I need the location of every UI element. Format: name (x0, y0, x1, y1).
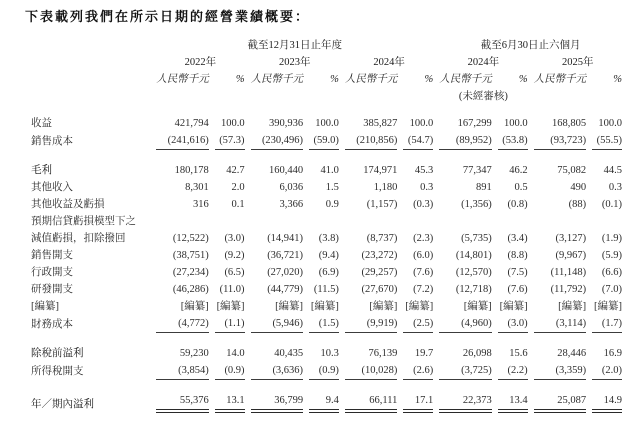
unit-header: 人民幣千元 (250, 74, 304, 85)
value-cell: (3,854) (156, 362, 209, 380)
value-cell: (9,919) (345, 315, 398, 333)
percent-cell: (2.6) (403, 362, 433, 380)
spacer-row (31, 150, 622, 162)
header-spacer-cell (534, 88, 622, 105)
value-cell (251, 213, 304, 230)
percent-cell: (6.0) (413, 250, 434, 261)
percent-cell: (53.8) (498, 132, 528, 150)
percent-cell: (11.5) (313, 284, 339, 295)
unit-header: 人民幣千元 (533, 74, 587, 85)
table-row (31, 179, 622, 196)
value-cell: 22,373 (439, 392, 492, 413)
row-label: 收益 (31, 118, 52, 129)
value-cell (439, 213, 492, 230)
row-label: 財務成本 (31, 319, 73, 330)
value-cell: (27,020) (267, 267, 304, 278)
value-cell: (12,570) (455, 267, 492, 278)
percent-cell: 16.9 (603, 348, 622, 359)
table-row (31, 392, 622, 413)
value-cell: 390,936 (268, 118, 304, 129)
percent-cell: 2.0 (231, 182, 245, 193)
percent-cell: 41.0 (320, 165, 339, 176)
percent-cell: (5.9) (601, 250, 622, 261)
operating-results-table (25, 37, 628, 413)
percent-cell (498, 213, 528, 230)
percent-cell: 15.6 (509, 348, 528, 359)
percent-cell: 1.5 (325, 182, 339, 193)
value-cell: (4,772) (156, 315, 209, 333)
unaudited-note: (未經審核) (458, 91, 508, 102)
table-row (31, 264, 622, 281)
value-cell: 160,440 (268, 165, 304, 176)
percent-cell: 100.0 (315, 118, 339, 129)
percent-cell: 44.5 (603, 165, 622, 176)
value-cell: (10,028) (345, 362, 398, 380)
row-label: 除稅前溢利 (31, 348, 84, 359)
percent-cell: 42.7 (226, 165, 245, 176)
percent-cell: (0.9) (215, 362, 245, 380)
percent-cell: (6.5) (224, 267, 245, 278)
percent-cell: (55.5) (592, 132, 622, 150)
percent-cell: (54.7) (403, 132, 433, 150)
table-row (31, 162, 622, 179)
value-cell: 167,299 (457, 118, 492, 129)
row-label: 其他收入 (31, 182, 73, 193)
header-spacer-cell (31, 71, 150, 88)
value-cell: 59,230 (179, 348, 209, 359)
percent-cell: (3.0) (498, 315, 528, 333)
row-label: 研發開支 (31, 284, 73, 295)
value-cell: (210,856) (345, 132, 398, 150)
percent-cell: (57.3) (215, 132, 245, 150)
row-label: 所得稅開支 (31, 366, 84, 377)
percent-cell: (2.5) (403, 315, 433, 333)
row-label: 銷售成本 (31, 136, 73, 147)
table-row (31, 196, 622, 213)
value-cell: (3,636) (251, 362, 304, 380)
value-cell (345, 213, 398, 230)
table-row (31, 281, 622, 298)
row-label: 其他收益及虧損 (31, 199, 105, 210)
value-cell: 26,098 (462, 348, 492, 359)
value-cell: (12,522) (172, 233, 209, 244)
percent-cell (403, 213, 433, 230)
percent-header: % (518, 74, 528, 85)
value-cell: (23,272) (361, 250, 398, 261)
percent-cell: (11.0) (219, 284, 245, 295)
row-label: [編纂] (31, 301, 59, 312)
percent-cell: 14.9 (592, 392, 622, 413)
value-cell: 75,082 (557, 165, 587, 176)
group-header-interim: 截至6月30日止六個月 (480, 40, 581, 51)
row-label: 年／期內溢利 (31, 399, 94, 410)
value-cell: 55,376 (156, 392, 209, 413)
value-cell: (44,779) (267, 284, 304, 295)
percent-cell: (6.9) (318, 267, 339, 278)
value-cell: 3,366 (279, 199, 304, 210)
value-cell: (88) (568, 199, 587, 210)
percent-header: % (330, 74, 339, 85)
header-spacer-cell (31, 37, 150, 54)
percent-cell: (0.1) (601, 199, 622, 210)
value-cell: [編纂] (463, 301, 492, 312)
value-cell: (1,356) (461, 199, 492, 210)
value-cell: 385,827 (363, 118, 398, 129)
value-cell: 490 (570, 182, 587, 193)
value-cell: 66,111 (345, 392, 398, 413)
percent-cell: 0.5 (514, 182, 528, 193)
year-header-2024-interim: 2024年 (467, 57, 500, 68)
percent-header: % (613, 74, 622, 85)
percent-cell: (1.1) (215, 315, 245, 333)
table-row (31, 230, 622, 247)
percent-cell: [編纂] (499, 301, 528, 312)
percent-cell: (8.8) (507, 250, 528, 261)
value-cell: [編纂] (558, 301, 587, 312)
table-row (31, 132, 622, 150)
percent-cell: (2.0) (592, 362, 622, 380)
value-cell: (93,723) (534, 132, 587, 150)
value-cell: [編纂] (369, 301, 398, 312)
value-cell: (5,946) (251, 315, 304, 333)
year-header-2022: 2022年 (184, 57, 217, 68)
value-cell: (8,737) (366, 233, 398, 244)
percent-cell: 13.1 (215, 392, 245, 413)
spacer-cell (31, 333, 622, 345)
row-label: 預期信貸虧損模型下之 (31, 216, 136, 227)
value-cell: (3,725) (439, 362, 492, 380)
value-cell: 168,805 (551, 118, 587, 129)
value-cell (156, 213, 209, 230)
row-label: 銷售開支 (31, 250, 73, 261)
percent-cell: (3.0) (224, 233, 245, 244)
percent-cell: 45.3 (414, 165, 434, 176)
year-header-2024: 2024年 (373, 57, 405, 68)
page-title: 下表載列我們在所示日期的經營業績概要： (25, 9, 311, 24)
table-row (31, 362, 622, 380)
row-label: 毛利 (31, 165, 52, 176)
value-cell: (241,616) (156, 132, 209, 150)
year-header-2023: 2023年 (278, 57, 311, 68)
year-header-2025-interim: 2025年 (562, 57, 594, 68)
value-cell (534, 213, 587, 230)
year-header-row (31, 54, 622, 71)
value-cell: (12,718) (455, 284, 492, 295)
value-cell: 40,435 (274, 348, 304, 359)
percent-cell (592, 213, 622, 230)
value-cell: (9,967) (555, 250, 587, 261)
percent-cell: 17.1 (403, 392, 433, 413)
percent-cell: 0.1 (231, 199, 245, 210)
percent-cell: [編纂] (310, 301, 339, 312)
value-cell: (89,952) (439, 132, 492, 150)
value-cell: (14,941) (267, 233, 304, 244)
percent-cell: (0.3) (413, 199, 434, 210)
value-cell: (3,127) (555, 233, 587, 244)
percent-cell (215, 213, 245, 230)
percent-cell: 100.0 (598, 118, 622, 129)
value-cell: 28,446 (557, 348, 587, 359)
value-cell: 36,799 (251, 392, 304, 413)
header-spacer-cell (31, 54, 150, 71)
percent-cell: 100.0 (220, 118, 245, 129)
unit-header: 人民幣千元 (156, 74, 209, 85)
value-cell: 316 (192, 199, 209, 210)
unit-header: 人民幣千元 (344, 74, 398, 85)
spacer-cell (31, 150, 622, 162)
percent-cell: 0.3 (608, 182, 622, 193)
value-cell: (3,114) (534, 315, 587, 333)
percent-cell: (0.8) (507, 199, 528, 210)
value-cell: (14,801) (455, 250, 492, 261)
percent-cell: (7.6) (507, 284, 528, 295)
unaudited-note-row (31, 88, 622, 105)
percent-cell: [編纂] (594, 301, 622, 312)
value-cell: 421,794 (174, 118, 209, 129)
percent-cell: 14.0 (226, 348, 245, 359)
value-cell: 891 (476, 182, 492, 193)
percent-cell: 100.0 (409, 118, 434, 129)
percent-cell: (2.2) (498, 362, 528, 380)
value-cell: (29,257) (361, 267, 398, 278)
value-cell: (11,792) (550, 284, 587, 295)
table-body (31, 115, 622, 413)
percent-cell: (1.5) (309, 315, 339, 333)
value-cell: (46,286) (172, 284, 209, 295)
percent-cell: [編纂] (405, 301, 434, 312)
value-cell: 25,087 (534, 392, 587, 413)
percent-cell: (1.7) (592, 315, 622, 333)
percent-cell: (7.2) (413, 284, 434, 295)
header-gap-row (31, 105, 622, 115)
value-cell: (5,735) (461, 233, 492, 244)
value-cell: (27,234) (172, 267, 209, 278)
value-cell: 6,036 (279, 182, 304, 193)
value-cell: [編纂] (180, 301, 209, 312)
value-cell: (38,751) (172, 250, 209, 261)
percent-cell: (9.4) (318, 250, 339, 261)
spacer-cell (31, 380, 622, 392)
percent-header: % (424, 74, 434, 85)
value-cell: (27,670) (361, 284, 398, 295)
percent-cell: (2.3) (413, 233, 434, 244)
percent-cell: (9.2) (224, 250, 245, 261)
value-cell: 174,971 (363, 165, 398, 176)
value-cell: 180,178 (174, 165, 209, 176)
spacer-row (31, 380, 622, 392)
percent-cell: 46.2 (509, 165, 528, 176)
percent-cell: 100.0 (503, 118, 528, 129)
percent-cell: (59.0) (309, 132, 339, 150)
percent-cell: (1.9) (601, 233, 622, 244)
value-cell: (36,721) (267, 250, 304, 261)
row-label: 行政開支 (31, 267, 73, 278)
percent-cell: (3.8) (318, 233, 339, 244)
percent-cell: 10.3 (320, 348, 339, 359)
value-cell: (4,960) (439, 315, 492, 333)
value-cell: 8,301 (185, 182, 209, 193)
percent-cell: 0.9 (325, 199, 339, 210)
percent-cell (309, 213, 339, 230)
percent-cell: (0.9) (309, 362, 339, 380)
value-cell: (3,359) (534, 362, 587, 380)
percent-header: % (235, 74, 245, 85)
percent-cell: 9.4 (309, 392, 339, 413)
value-cell: (230,496) (251, 132, 304, 150)
spacer-row (31, 333, 622, 345)
unit-header: 人民幣千元 (439, 74, 492, 85)
table-row (31, 298, 622, 315)
group-header-row (31, 37, 622, 54)
row-label: 減值虧損，扣除撥回 (31, 233, 126, 244)
percent-cell: 19.7 (414, 348, 434, 359)
percent-cell: (7.0) (601, 284, 622, 295)
value-cell: [編纂] (275, 301, 304, 312)
table-row (31, 247, 622, 264)
table-row (31, 315, 622, 333)
value-cell: 77,347 (462, 165, 492, 176)
table-header (31, 37, 622, 115)
percent-cell: 0.3 (420, 182, 434, 193)
group-header-annual: 截至12月31日止年度 (247, 40, 342, 51)
table-row (31, 345, 622, 362)
header-spacer-cell (31, 105, 622, 115)
value-cell: (11,148) (550, 267, 587, 278)
percent-cell: [編纂] (216, 301, 245, 312)
value-cell: (1,157) (366, 199, 398, 210)
table-row (31, 213, 622, 230)
table-row (31, 115, 622, 132)
percent-cell: (7.5) (507, 267, 528, 278)
value-cell: 1,180 (373, 182, 398, 193)
header-spacer-cell (31, 88, 433, 105)
percent-cell: (6.6) (601, 267, 622, 278)
value-cell: 76,139 (368, 348, 398, 359)
percent-cell: 13.4 (498, 392, 528, 413)
unit-header-row (31, 71, 622, 88)
percent-cell: (7.6) (413, 267, 434, 278)
percent-cell: (3.4) (507, 233, 528, 244)
